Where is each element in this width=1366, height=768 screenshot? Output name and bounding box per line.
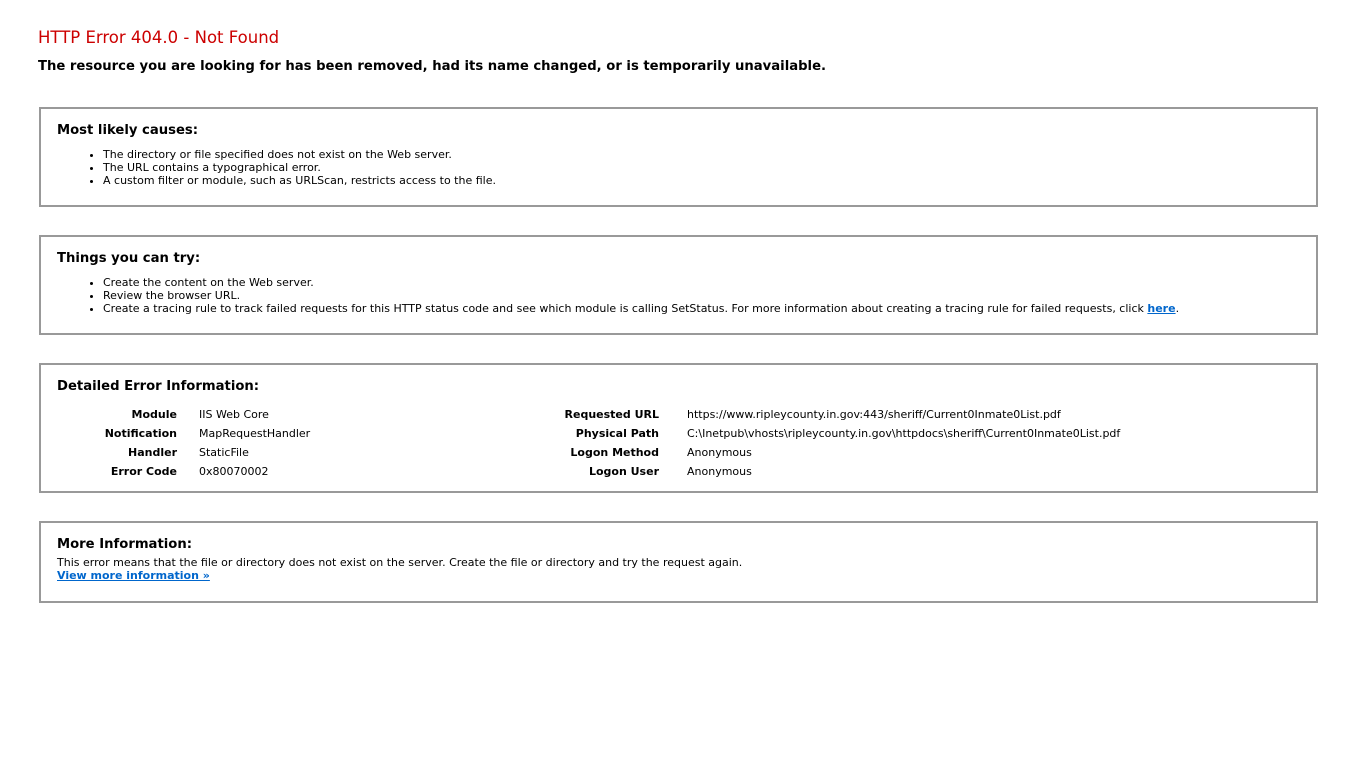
detail-value: Anonymous [687,465,752,478]
detail-label: Error Code [110,465,177,478]
detail-label: Logon Method [570,446,659,459]
detail-label: Handler [128,446,177,459]
causes-heading: Most likely causes: [57,123,199,138]
detail-value: IIS Web Core [199,408,269,421]
list-item: • Create the content on the Web server. [103,276,1179,289]
table-row [41,462,1316,481]
detail-value: https://www.ripleycounty.in.gov:443/sheriff/Current0Inmate0List.pdf [687,408,1061,421]
detail-value: MapRequestHandler [199,427,311,440]
list-item [103,302,1179,315]
detail-label: Logon User [588,465,659,478]
try-panel [39,235,1318,335]
tracing-suffix: . [1175,302,1180,315]
list-item: • The directory or file specified does not exist on the Web server. [103,148,496,161]
details-heading: Detailed Error Information: [57,379,260,394]
table-row [41,424,1316,443]
tracing-text: Create a tracing rule to track failed requests for this HTTP status code and see which module is calling SetStatus. For more information about creating a tracing rule for failed requests, click [103,302,1148,315]
table-row [41,405,1316,424]
try-list [57,276,1179,315]
causes-list [57,148,496,187]
details-panel [39,363,1318,493]
causes-panel [39,107,1318,207]
page-subtitle: The resource you are looking for has been removed, had its name changed, or is temporarily unavailable. [38,59,827,74]
more-info-text: This error means that the file or directory does not exist on the server. Create the file or directory and try the request again. [57,556,743,569]
more-info-panel [39,521,1318,603]
detail-value: Anonymous [687,446,752,459]
detail-value: C:\Inetpub\vhosts\ripleycounty.in.gov\httpdocs\sheriff\Current0Inmate0List.pdf [687,427,1121,440]
list-item: • A custom filter or module, such as URLScan, restricts access to the file. [103,174,496,187]
try-heading: Things you can try: [57,251,201,266]
more-info-heading: More Information: [57,537,193,552]
detail-value: 0x80070002 [199,465,269,478]
tracing-help-link[interactable]: here [1147,302,1176,315]
detail-label: Notification [104,427,177,440]
detail-label: Physical Path [575,427,659,440]
list-item: • The URL contains a typographical error. [103,161,496,174]
detail-label: Module [131,408,177,421]
page-title: HTTP Error 404.0 - Not Found [38,28,280,47]
list-item: • Review the browser URL. [103,289,1179,302]
view-more-information-link[interactable]: View more information » [57,569,210,582]
detail-value: StaticFile [199,446,249,459]
table-row [41,443,1316,462]
detail-label: Requested URL [564,408,659,421]
